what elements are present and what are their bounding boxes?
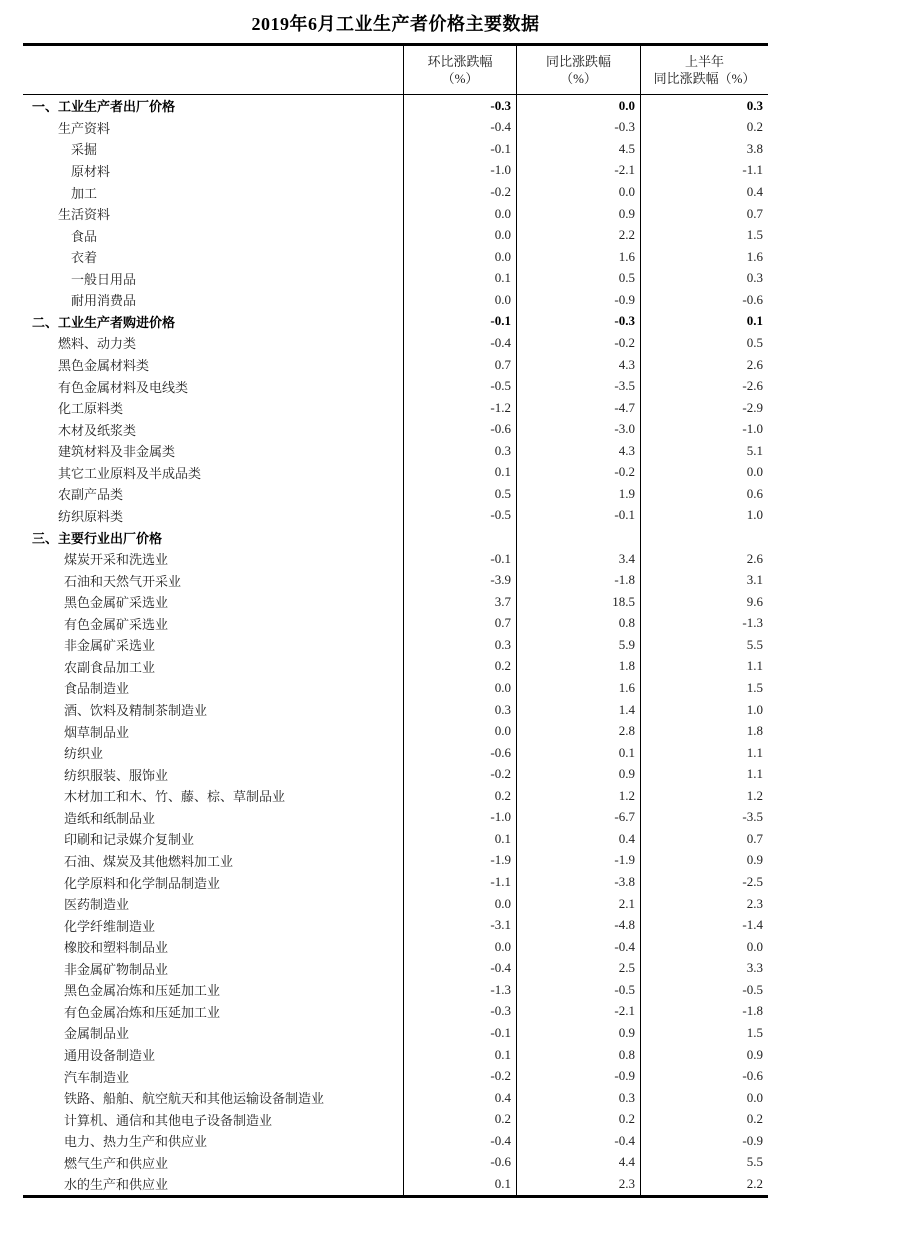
row-label: 加工: [71, 185, 98, 201]
row-label: 木材及纸浆类: [58, 422, 137, 438]
table-row: [23, 807, 768, 829]
row-mom-value: -1.9: [403, 850, 516, 872]
row-mom-value: -1.0: [403, 160, 516, 182]
table-row: [23, 311, 768, 333]
row-h1-value: 1.5: [640, 224, 768, 246]
page-title: 2019年6月工业生产者价格主要数据: [251, 14, 540, 34]
row-yoy-value: -0.4: [516, 936, 640, 958]
row-mom-value: -3.1: [403, 914, 516, 936]
row-yoy-value: 0.2: [516, 1108, 640, 1130]
row-mom-value: 0.2: [403, 785, 516, 807]
header-empty-cell: [23, 46, 403, 94]
table-row: [23, 1087, 768, 1109]
row-h1-value: 0.3: [640, 95, 768, 117]
row-mom-value: -1.2: [403, 397, 516, 419]
row-label: 生活资料: [58, 207, 111, 223]
table-row: [23, 440, 768, 462]
table-row: [23, 742, 768, 764]
row-h1-value: 0.2: [640, 1108, 768, 1130]
row-mom-value: 0.0: [403, 677, 516, 699]
header-yoy-line1: 同比涨跌幅: [545, 54, 611, 69]
row-label: 石油、煤炭及其他燃料加工业: [64, 853, 234, 869]
row-yoy-value: -2.1: [516, 1001, 640, 1023]
row-mom-value: 0.1: [403, 1173, 516, 1195]
row-mom-value: 0.0: [403, 289, 516, 311]
row-h1-value: -1.4: [640, 914, 768, 936]
table-row: [23, 979, 768, 1001]
row-yoy-value: -3.8: [516, 871, 640, 893]
row-yoy-value: 0.0: [516, 95, 640, 117]
row-mom-value: 0.3: [403, 634, 516, 656]
row-h1-value: 2.6: [640, 354, 768, 376]
table-row: [23, 505, 768, 527]
table-body: [23, 95, 768, 1195]
table-row: [23, 591, 768, 613]
table-row: [23, 397, 768, 419]
row-mom-value: -1.0: [403, 807, 516, 829]
row-label: 燃气生产和供应业: [64, 1155, 169, 1171]
row-yoy-value: 0.8: [516, 613, 640, 635]
table-row: [23, 181, 768, 203]
table-row: [23, 1108, 768, 1130]
row-yoy-value: -1.8: [516, 569, 640, 591]
row-label: 石油和天然气开采业: [64, 573, 182, 589]
row-yoy-value: 1.8: [516, 656, 640, 678]
row-mom-value: 0.0: [403, 720, 516, 742]
row-mom-value: -0.2: [403, 181, 516, 203]
row-label: 耐用消费品: [71, 293, 137, 309]
row-mom-value: -0.5: [403, 375, 516, 397]
row-mom-value: -0.2: [403, 763, 516, 785]
row-label: 非金属矿采选业: [64, 638, 156, 654]
row-h1-value: 0.0: [640, 462, 768, 484]
row-h1-value: -0.5: [640, 979, 768, 1001]
header-mom-line2: （%）: [441, 71, 479, 86]
row-mom-value: 0.3: [403, 440, 516, 462]
table-row: [23, 548, 768, 570]
row-yoy-value: -3.0: [516, 418, 640, 440]
table-row: [23, 871, 768, 893]
row-label: 化学原料和化学制品制造业: [64, 875, 221, 891]
table-row: [23, 375, 768, 397]
row-label: 通用设备制造业: [64, 1048, 156, 1064]
header-h1-line1: 上半年: [684, 54, 724, 69]
row-label: 采掘: [71, 142, 98, 158]
row-label: 煤炭开采和洗选业: [64, 552, 169, 568]
table-row: [23, 203, 768, 225]
row-yoy-value: 1.9: [516, 483, 640, 505]
row-label: 烟草制品业: [64, 724, 130, 740]
row-label: 水的生产和供应业: [64, 1177, 169, 1193]
table-row: [23, 936, 768, 958]
row-yoy-value: -4.7: [516, 397, 640, 419]
row-h1-value: 1.1: [640, 656, 768, 678]
table-row: [23, 763, 768, 785]
row-yoy-value: [516, 526, 640, 548]
table-header-row: [23, 46, 768, 95]
row-label: 木材加工和木、竹、藤、棕、草制品业: [64, 789, 286, 805]
table-row: [23, 850, 768, 872]
row-h1-value: -1.1: [640, 160, 768, 182]
row-mom-value: -0.5: [403, 505, 516, 527]
table-row: [23, 224, 768, 246]
row-mom-value: 0.0: [403, 203, 516, 225]
row-h1-value: 0.7: [640, 828, 768, 850]
row-yoy-value: 18.5: [516, 591, 640, 613]
table-row: [23, 462, 768, 484]
header-mom-line1: 环比涨跌幅: [427, 54, 493, 69]
row-label: 燃料、动力类: [58, 336, 137, 352]
row-yoy-value: -0.3: [516, 311, 640, 333]
row-h1-value: -3.5: [640, 807, 768, 829]
row-yoy-value: 5.9: [516, 634, 640, 656]
row-label: 有色金属矿采选业: [64, 616, 169, 632]
row-h1-value: 0.9: [640, 1044, 768, 1066]
row-label: 纺织服装、服饰业: [64, 767, 169, 783]
table-row: [23, 246, 768, 268]
row-h1-value: 0.2: [640, 117, 768, 139]
row-mom-value: 0.5: [403, 483, 516, 505]
row-mom-value: -0.3: [403, 95, 516, 117]
row-yoy-value: 0.8: [516, 1044, 640, 1066]
row-label: 计算机、通信和其他电子设备制造业: [64, 1112, 273, 1128]
row-h1-value: 0.4: [640, 181, 768, 203]
table-row: [23, 828, 768, 850]
row-label: 食品: [71, 228, 98, 244]
table-row: [23, 268, 768, 290]
header-yoy-line2: （%）: [560, 71, 597, 86]
row-mom-value: -0.1: [403, 138, 516, 160]
row-label: 衣着: [71, 250, 98, 266]
row-label: 纺织原料类: [58, 508, 124, 524]
row-h1-value: 0.9: [640, 850, 768, 872]
row-mom-value: -0.4: [403, 332, 516, 354]
row-mom-value: 0.2: [403, 656, 516, 678]
row-label: 食品制造业: [64, 681, 130, 697]
row-h1-value: 0.1: [640, 311, 768, 333]
row-h1-value: 1.1: [640, 763, 768, 785]
row-label: 纺织业: [64, 746, 104, 762]
row-mom-value: 0.7: [403, 354, 516, 376]
table-row: [23, 569, 768, 591]
row-label: 医药制造业: [64, 897, 130, 913]
table-row: [23, 138, 768, 160]
row-h1-value: 0.0: [640, 936, 768, 958]
row-mom-value: 0.1: [403, 268, 516, 290]
row-label: 黑色金属矿采选业: [64, 595, 169, 611]
row-mom-value: -0.6: [403, 418, 516, 440]
row-mom-value: 0.1: [403, 1044, 516, 1066]
row-yoy-value: 2.2: [516, 224, 640, 246]
row-yoy-value: -1.9: [516, 850, 640, 872]
row-h1-value: 9.6: [640, 591, 768, 613]
row-label: 黑色金属冶炼和压延加工业: [64, 983, 221, 999]
header-h1-line2: 同比涨跌幅（%）: [653, 71, 756, 86]
row-mom-value: -1.1: [403, 871, 516, 893]
row-mom-value: -0.3: [403, 1001, 516, 1023]
table-row: [23, 117, 768, 139]
row-h1-value: 2.2: [640, 1173, 768, 1195]
row-label: 一般日用品: [71, 271, 137, 287]
table-row: [23, 893, 768, 915]
row-mom-value: 0.3: [403, 699, 516, 721]
row-h1-value: 0.3: [640, 268, 768, 290]
row-mom-value: [403, 526, 516, 548]
row-label: 有色金属材料及电线类: [58, 379, 189, 395]
row-label: 生产资料: [58, 120, 111, 136]
row-yoy-value: 1.6: [516, 246, 640, 268]
header-mom: [403, 46, 516, 94]
row-label: 电力、热力生产和供应业: [64, 1134, 208, 1150]
table-row: [23, 720, 768, 742]
row-yoy-value: 4.3: [516, 354, 640, 376]
row-label: 有色金属冶炼和压延加工业: [64, 1004, 221, 1020]
row-h1-value: 1.0: [640, 699, 768, 721]
row-h1-value: -2.6: [640, 375, 768, 397]
row-mom-value: -3.9: [403, 569, 516, 591]
row-mom-value: -0.4: [403, 117, 516, 139]
row-yoy-value: 4.5: [516, 138, 640, 160]
table-row: [23, 1130, 768, 1152]
table-row: [23, 785, 768, 807]
row-mom-value: -0.4: [403, 1130, 516, 1152]
row-mom-value: 0.0: [403, 246, 516, 268]
row-label: 金属制品业: [64, 1026, 130, 1042]
table-row: [23, 354, 768, 376]
price-table: [23, 43, 768, 1198]
row-label: 铁路、船舶、航空航天和其他运输设备制造业: [64, 1091, 325, 1107]
row-yoy-value: 2.5: [516, 958, 640, 980]
row-h1-value: 1.8: [640, 720, 768, 742]
row-h1-value: 1.2: [640, 785, 768, 807]
row-yoy-value: -0.4: [516, 1130, 640, 1152]
row-yoy-value: -0.1: [516, 505, 640, 527]
row-h1-value: -2.5: [640, 871, 768, 893]
row-h1-value: -0.9: [640, 1130, 768, 1152]
table-row: [23, 1065, 768, 1087]
row-h1-value: -0.6: [640, 1065, 768, 1087]
row-mom-value: -0.4: [403, 958, 516, 980]
row-mom-value: -0.1: [403, 1022, 516, 1044]
row-mom-value: 0.0: [403, 936, 516, 958]
table-row: [23, 1152, 768, 1174]
row-h1-value: 5.5: [640, 634, 768, 656]
row-h1-value: -1.8: [640, 1001, 768, 1023]
row-mom-value: -0.1: [403, 311, 516, 333]
row-label: 造纸和纸制品业: [64, 810, 156, 826]
table-row: [23, 95, 768, 117]
row-label: 印刷和记录媒介复制业: [64, 832, 195, 848]
row-h1-value: 0.6: [640, 483, 768, 505]
row-h1-value: 5.1: [640, 440, 768, 462]
row-h1-value: 5.5: [640, 1152, 768, 1174]
row-mom-value: -0.6: [403, 1152, 516, 1174]
table-row: [23, 526, 768, 548]
row-yoy-value: 2.8: [516, 720, 640, 742]
row-yoy-value: 0.9: [516, 1022, 640, 1044]
row-mom-value: 0.7: [403, 613, 516, 635]
row-yoy-value: -0.2: [516, 332, 640, 354]
row-h1-value: 3.3: [640, 958, 768, 980]
row-yoy-value: -2.1: [516, 160, 640, 182]
row-yoy-value: 1.2: [516, 785, 640, 807]
row-mom-value: -1.3: [403, 979, 516, 1001]
row-yoy-value: 1.4: [516, 699, 640, 721]
table-row: [23, 483, 768, 505]
row-mom-value: 0.0: [403, 224, 516, 246]
header-h1: [640, 46, 768, 94]
row-yoy-value: -0.9: [516, 289, 640, 311]
row-label: 农副食品加工业: [64, 659, 156, 675]
table-row: [23, 656, 768, 678]
table-row: [23, 613, 768, 635]
row-label: 二、工业生产者购进价格: [32, 314, 176, 330]
row-mom-value: -0.1: [403, 548, 516, 570]
table-row: [23, 289, 768, 311]
row-h1-value: 0.0: [640, 1087, 768, 1109]
table-row: [23, 1001, 768, 1023]
row-yoy-value: 1.6: [516, 677, 640, 699]
table-row: [23, 418, 768, 440]
row-yoy-value: 0.5: [516, 268, 640, 290]
row-yoy-value: 2.3: [516, 1173, 640, 1195]
row-yoy-value: -0.9: [516, 1065, 640, 1087]
row-yoy-value: 4.4: [516, 1152, 640, 1174]
table-row: [23, 677, 768, 699]
row-label: 化学纤维制造业: [64, 918, 156, 934]
row-h1-value: -2.9: [640, 397, 768, 419]
row-h1-value: 2.3: [640, 893, 768, 915]
row-yoy-value: 0.4: [516, 828, 640, 850]
table-row: [23, 332, 768, 354]
row-h1-value: -1.3: [640, 613, 768, 635]
row-h1-value: 2.6: [640, 548, 768, 570]
row-h1-value: 0.7: [640, 203, 768, 225]
row-yoy-value: -0.2: [516, 462, 640, 484]
row-yoy-value: -3.5: [516, 375, 640, 397]
row-h1-value: 1.5: [640, 1022, 768, 1044]
row-label: 酒、饮料及精制茶制造业: [64, 703, 208, 719]
row-h1-value: 3.1: [640, 569, 768, 591]
row-mom-value: 0.1: [403, 462, 516, 484]
row-h1-value: 3.8: [640, 138, 768, 160]
row-label: 化工原料类: [58, 401, 124, 417]
row-yoy-value: -0.3: [516, 117, 640, 139]
row-yoy-value: 0.0: [516, 181, 640, 203]
row-h1-value: 1.0: [640, 505, 768, 527]
row-label: 其它工业原料及半成品类: [58, 465, 202, 481]
row-mom-value: 0.4: [403, 1087, 516, 1109]
row-label: 建筑材料及非金属类: [58, 444, 176, 460]
row-label: 农副产品类: [58, 487, 124, 503]
row-yoy-value: 4.3: [516, 440, 640, 462]
row-h1-value: 1.5: [640, 677, 768, 699]
row-yoy-value: -4.8: [516, 914, 640, 936]
row-label: 非金属矿物制品业: [64, 961, 169, 977]
row-label: 一、工业生产者出厂价格: [32, 99, 176, 115]
row-h1-value: -1.0: [640, 418, 768, 440]
row-h1-value: [640, 526, 768, 548]
table-row: [23, 914, 768, 936]
row-yoy-value: -6.7: [516, 807, 640, 829]
row-yoy-value: 0.9: [516, 763, 640, 785]
row-yoy-value: 2.1: [516, 893, 640, 915]
row-yoy-value: 0.3: [516, 1087, 640, 1109]
row-mom-value: -0.2: [403, 1065, 516, 1087]
row-yoy-value: 0.9: [516, 203, 640, 225]
row-label: 汽车制造业: [64, 1069, 130, 1085]
row-mom-value: -0.6: [403, 742, 516, 764]
row-yoy-value: -0.5: [516, 979, 640, 1001]
table-row: [23, 699, 768, 721]
header-yoy: [516, 46, 640, 94]
row-label: 原材料: [71, 163, 111, 179]
row-mom-value: 0.0: [403, 893, 516, 915]
row-label: 橡胶和塑料制品业: [64, 940, 169, 956]
row-h1-value: 1.1: [640, 742, 768, 764]
row-mom-value: 3.7: [403, 591, 516, 613]
row-mom-value: 0.1: [403, 828, 516, 850]
row-yoy-value: 3.4: [516, 548, 640, 570]
table-row: [23, 634, 768, 656]
table-row: [23, 1022, 768, 1044]
row-mom-value: 0.2: [403, 1108, 516, 1130]
row-h1-value: -0.6: [640, 289, 768, 311]
row-h1-value: 0.5: [640, 332, 768, 354]
row-label: 三、主要行业出厂价格: [32, 530, 163, 546]
table-row: [23, 160, 768, 182]
table-row: [23, 1044, 768, 1066]
table-row: [23, 958, 768, 980]
row-h1-value: 1.6: [640, 246, 768, 268]
row-yoy-value: 0.1: [516, 742, 640, 764]
table-row: [23, 1173, 768, 1195]
row-label: 黑色金属材料类: [58, 358, 150, 374]
